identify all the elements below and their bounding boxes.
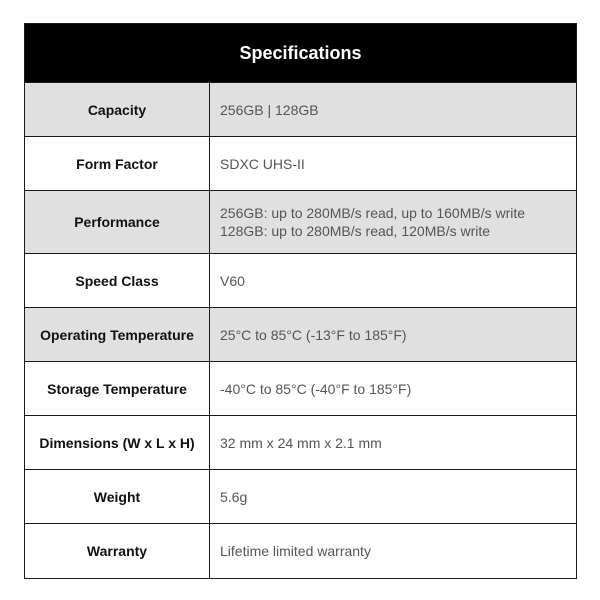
spec-label: Dimensions (W x L x H) bbox=[25, 416, 210, 469]
spec-row-dimensions bbox=[25, 416, 576, 470]
spec-value bbox=[210, 83, 576, 136]
spec-label: Speed Class bbox=[25, 254, 210, 307]
table-title: Specifications bbox=[25, 24, 576, 83]
spec-label: Weight bbox=[25, 470, 210, 523]
spec-value-line: 256GB | 128GB bbox=[220, 101, 319, 118]
spec-label: Operating Temperature bbox=[25, 308, 210, 361]
spec-value bbox=[210, 416, 576, 469]
spec-value bbox=[210, 470, 576, 523]
spec-value-line: Lifetime limited warranty bbox=[220, 543, 371, 559]
spec-row-form-factor bbox=[25, 137, 576, 191]
spec-value-line: 25°C to 85°C (-13°F to 185°F) bbox=[220, 326, 407, 343]
spec-value-line: V60 bbox=[220, 272, 245, 289]
spec-value-line: 32 mm x 24 mm x 2.1 mm bbox=[220, 434, 382, 451]
spec-label: Performance bbox=[25, 191, 210, 253]
spec-label: Capacity bbox=[25, 83, 210, 136]
spec-value bbox=[210, 308, 576, 361]
spec-value bbox=[210, 191, 576, 253]
specifications-table bbox=[24, 23, 577, 579]
spec-row-capacity bbox=[25, 83, 576, 137]
spec-value-line: 256GB: up to 280MB/s read, up to 160MB/s write bbox=[220, 205, 526, 221]
spec-value bbox=[210, 362, 576, 415]
spec-value-line: -40°C to 85°C (-40°F to 185°F) bbox=[220, 380, 412, 397]
spec-row-weight bbox=[25, 470, 576, 524]
spec-value-line: SDXC UHS-II bbox=[220, 155, 305, 172]
spec-row-performance bbox=[25, 191, 576, 254]
spec-value bbox=[210, 524, 576, 578]
spec-value-line: 128GB: up to 280MB/s read, 120MB/s write bbox=[220, 223, 491, 239]
spec-row-speed-class bbox=[25, 254, 576, 308]
spec-value bbox=[210, 137, 576, 190]
spec-value-line: 5.6g bbox=[220, 488, 248, 505]
spec-row-warranty bbox=[25, 524, 576, 578]
spec-label: Storage Temperature bbox=[25, 362, 210, 415]
spec-label: Warranty bbox=[25, 524, 210, 578]
spec-row-operating-temperature bbox=[25, 308, 576, 362]
spec-label: Form Factor bbox=[25, 137, 210, 190]
spec-row-storage-temperature bbox=[25, 362, 576, 416]
spec-value bbox=[210, 254, 576, 307]
